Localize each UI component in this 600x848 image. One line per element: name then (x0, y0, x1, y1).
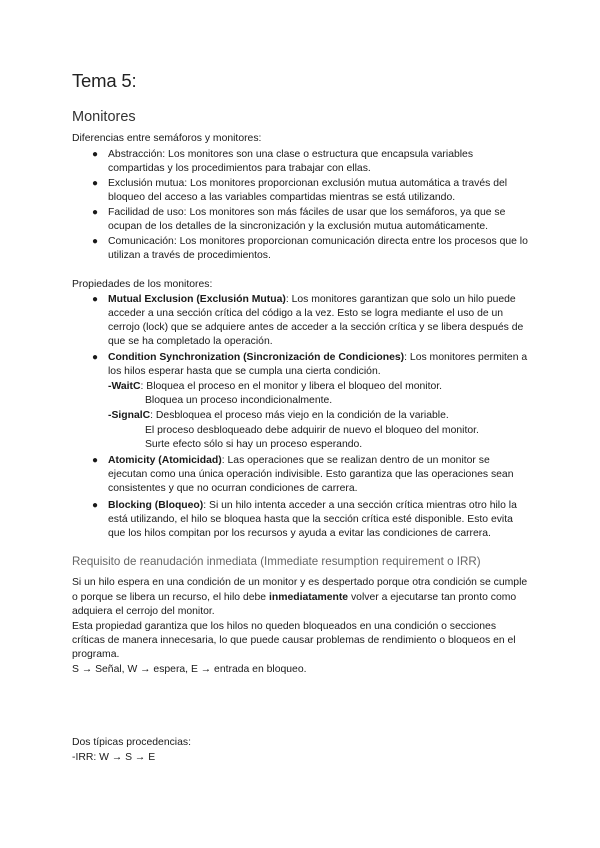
signalc-term: -SignalC (108, 410, 151, 421)
bullet-dot-icon: ● (92, 352, 99, 363)
irr-legend: S → Señal, W → espera, E → entrada en bloqueo. (72, 664, 307, 675)
section-title: Monitores (72, 109, 136, 125)
signalc-text: : Desbloquea el proceso más viejo en la condición de la variable. (150, 410, 449, 421)
bullet-dot-icon: ● (92, 236, 99, 247)
bullet-dot-icon: ● (92, 500, 99, 511)
irr-heading: Requisito de reanudación inmediata (Immediate resumption requirement o IRR) (72, 555, 481, 568)
signalc-subline: Surte efecto sólo si hay un proceso esperando. (145, 439, 363, 450)
irr-text: volver a ejecutarse tan pronto como (348, 592, 517, 603)
waitc-line (108, 380, 442, 394)
signalc-line (108, 409, 449, 423)
property-condition-sync (108, 351, 527, 365)
waitc-text: : Bloquea el proceso en el monitor y libera el bloqueo del monitor. (140, 381, 443, 392)
irr-text: o porque se libera un recurso, el hilo debe (72, 592, 269, 603)
waitc-subline: Bloquea un proceso incondicionalmente. (145, 395, 333, 406)
procedures-irr: -IRR: W → S → E (72, 752, 156, 763)
difference-line: compartidas y los procedimientos para trabajar con ellas. (108, 163, 371, 174)
property-term: Condition Synchronization (Sincronización de Condiciones) (108, 352, 405, 363)
irr-line: programa. (72, 649, 120, 660)
irr-emphasis: inmediatamente (268, 592, 349, 603)
property-line: que los hilos compitan por los recursos y ayuda a evitar las condiciones de carrera. (108, 528, 491, 539)
bullet-dot-icon: ● (92, 207, 99, 218)
difference-line: Exclusión mutua: Los monitores proporcionan exclusión mutua automática a través del (108, 178, 508, 189)
property-line: acceder a una sección crítica del código a la vez. Esto se logra mediante el uso de un (108, 308, 504, 319)
difference-line: ocupan de los detalles de la sincronización y la exclusión mutua automáticamente. (108, 221, 489, 232)
irr-line: Esta propiedad garantiza que los hilos no queden bloqueados en una condición o secciones (72, 621, 497, 632)
properties-intro: Propiedades de los monitores: (72, 279, 213, 290)
differences-intro: Diferencias entre semáforos y monitores: (72, 133, 262, 144)
difference-line: Abstracción: Los monitores son una clase o estructura que encapsula variables (108, 149, 474, 160)
difference-line: Facilidad de uso: Los monitores son más fáciles de usar que los semáforos, ya que se (108, 207, 506, 218)
property-term: Blocking (Bloqueo) (108, 500, 204, 511)
waitc-term: -WaitC (108, 381, 141, 392)
property-term: Atomicity (Atomicidad) (108, 455, 222, 466)
bullet-dot-icon: ● (92, 178, 99, 189)
difference-line: Comunicación: Los monitores proporcionan comunicación directa entre los procesos que lo (108, 236, 528, 247)
property-line: está utilizando, el hilo se bloquea hasta que la sección crítica esté disponible. Esto evita (108, 514, 513, 525)
property-line: los hilos esperar hasta que se cumpla una cierta condición. (108, 366, 381, 377)
property-text: : Los monitores garantizan que solo un hilo puede (285, 294, 516, 305)
property-blocking (108, 499, 517, 513)
bullet-dot-icon: ● (92, 149, 99, 160)
property-atomicity (108, 454, 490, 468)
property-text: : Los monitores permiten a (404, 352, 528, 363)
property-text: : Si un hilo intenta acceder a una sección crítica mientras otro hilo la (203, 500, 517, 511)
page-title: Tema 5: (72, 70, 137, 91)
difference-line: utilizan a través de procedimientos. (108, 250, 271, 261)
property-line: consistentes y que no ocurran condiciones de carrera. (108, 483, 358, 494)
irr-line (72, 591, 516, 605)
procedures-heading: Dos típicas procedencias: (72, 737, 191, 748)
irr-line: críticas de manera innecesaria, lo que puede causar problemas de rendimiento o bloqueos en el (72, 635, 516, 646)
bullet-dot-icon: ● (92, 294, 99, 305)
bullet-dot-icon: ● (92, 455, 99, 466)
irr-line: Si un hilo espera en una condición de un monitor y es despertado porque otra condición se cumple (72, 577, 528, 588)
property-line: cerrojo (lock) que se adquiere antes de acceder a la sección crítica y se libera después de (108, 322, 524, 333)
property-text: : Las operaciones que se realizan dentro de un monitor se (221, 455, 490, 466)
irr-line: adquiera el cerrojo del monitor. (72, 606, 215, 617)
property-line: que se ha completado la operación. (108, 336, 273, 347)
property-term: Mutual Exclusion (Exclusión Mutua) (108, 294, 286, 305)
property-line: ejecutan como una única operación indivisible. Esto garantiza que las operaciones sean (108, 469, 514, 480)
difference-line: bloqueo del acceso a las variables compartidas mientras se está utilizando. (108, 192, 456, 203)
signalc-subline: El proceso desbloqueado debe adquirir de nuevo el bloqueo del monitor. (145, 425, 479, 436)
property-mutual-exclusion (108, 293, 516, 307)
